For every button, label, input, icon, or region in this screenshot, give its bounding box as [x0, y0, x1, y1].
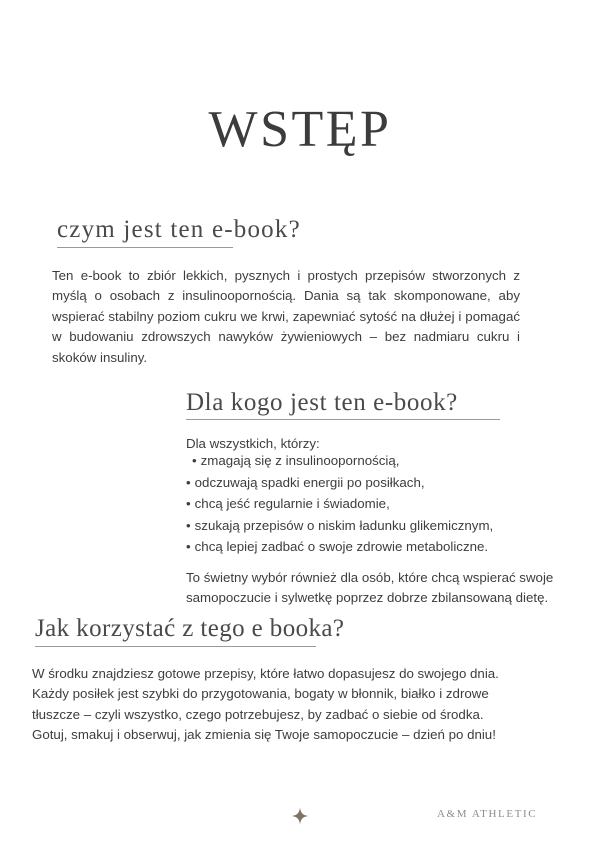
list-item	[186, 472, 531, 494]
page-title: WSTĘP	[208, 100, 392, 158]
footer-brand-label: A&M ATHLETIC	[437, 808, 538, 820]
section-heading-what-is-ebook: czym jest ten e-book?	[57, 216, 301, 243]
list-item	[186, 493, 531, 515]
paragraph-text: W środku znajdziesz gotowe przepisy, które łatwo dopasujesz do swojego dnia. Każdy posiłek jest szybki do przygotowania, bogaty w błonnik, białko i zdrowe tłuszcze – czyli wszystko, czego potrzebujesz, by zadbać o siebie od środka. Gotuj, smakuj i obserwuj, jak zmienia się Twoje samopoczucie – dzień po dniu!	[32, 666, 499, 743]
section-paragraph-how-to-use	[32, 664, 522, 746]
section-divider-3	[35, 646, 316, 647]
section-heading-how-to-use: Jak korzystać z tego e booka?	[35, 615, 345, 642]
paragraph-text: Ten e-book to zbiór lekkich, pysznych i prostych przepisów stworzonych z myślą o osobach z insulinoopornością. Dania są tak skomponowane, aby wspierać stabilny poziom cukru we krwi, zapewniać sytość na dłużej i pomagać w budowaniu zdrowszych nawyków żywieniowych – bez nadmiaru cukru i skoków insuliny.	[52, 268, 520, 365]
bullet-dot-icon: •	[192, 453, 197, 468]
bullet-dot-icon: •	[186, 539, 191, 555]
bullet-dot-icon: •	[186, 496, 191, 512]
list-item	[186, 536, 531, 558]
list-item-label: szukają przepisów o niskim ładunku glikemicznym,	[194, 517, 494, 533]
list-item-label: chcą lepiej zadbać o swoje zdrowie metaboliczne.	[194, 539, 489, 555]
section-divider-1	[57, 247, 233, 248]
section-paragraph-who-is-it-for	[186, 568, 566, 609]
audience-bullet-list	[186, 450, 531, 558]
section-divider-2	[186, 419, 500, 420]
list-item-label: zmagają się z insulinoopornością,	[200, 453, 400, 468]
list-item-label: odczuwają spadki energii po posiłkach,	[194, 474, 425, 490]
list-intro-label: Dla wszystkich, którzy:	[186, 436, 320, 451]
bullet-dot-icon: •	[186, 474, 191, 490]
section-heading-who-is-it-for: Dla kogo jest ten e-book?	[186, 389, 458, 416]
four-pointed-star-icon	[291, 807, 309, 825]
list-item-label: chcą jeść regularnie i świadomie,	[194, 496, 390, 512]
bullet-dot-icon: •	[186, 517, 191, 533]
section-paragraph-what-is-ebook	[52, 266, 520, 368]
list-item	[186, 515, 531, 537]
list-item	[186, 450, 531, 472]
paragraph-text: To świetny wybór również dla osób, które chcą wspierać swoje samopoczucie i sylwetkę poprzez dobrze zbilansowaną dietę.	[186, 570, 554, 606]
